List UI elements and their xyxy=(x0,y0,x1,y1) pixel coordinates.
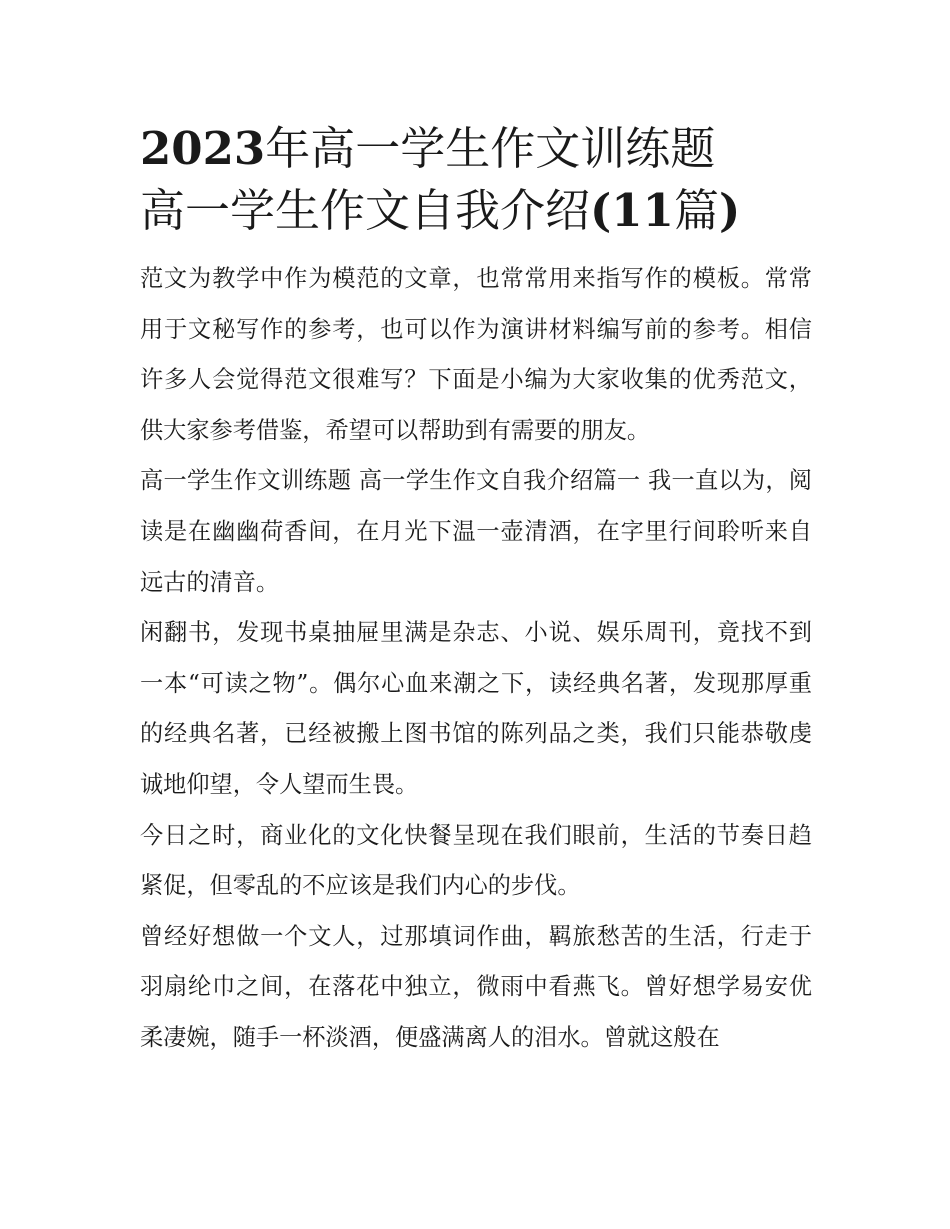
paragraph-intro: 范文为教学中作为模范的文章，也常常用来指写作的模板。常常用于文秘写作的参考，也可以作为演讲材料编写前的参考。相信许多人会觉得范文很难写？下面是小编为大家收集的优秀范文，供大家参考借鉴，希望可以帮助到有需要的朋友。 xyxy=(140,265,812,444)
title-line-1 xyxy=(140,118,812,180)
paragraph-1: 高一学生作文训练题 高一学生作文自我介绍篇一 我一直以为，阅读是在幽幽荷香间，在月光下温一壶清酒，在字里行间聆听来自远古的清音。 xyxy=(140,467,812,596)
paragraph-2: 闲翻书，发现书桌抽屉里满是杂志、小说、娱乐周刊，竟找不到一本“可读之物”。偶尔心血来潮之下，读经典名著，发现那厚重的经典名著，已经被搬上图书馆的陈列品之类，我们只能恭敬虔诚地仰望，令人望而生畏。 xyxy=(140,619,812,798)
document-title xyxy=(140,118,812,242)
paragraph-3: 今日之时，商业化的文化快餐呈现在我们眼前，生活的节奏日趋紧促，但零乱的不应该是我们内心的步伐。 xyxy=(140,821,812,900)
title-line-1-text: 年高一学生作文训练题 xyxy=(265,122,716,175)
title-line-2 xyxy=(140,180,812,242)
title-pian: 篇 xyxy=(673,184,719,237)
title-close-paren: ) xyxy=(718,184,741,237)
title-line-2-text: 高一学生作文自我介绍 xyxy=(140,184,591,237)
title-count: (11 xyxy=(590,184,674,237)
title-year: 2023 xyxy=(140,122,266,175)
document-page xyxy=(140,118,812,1064)
document-body xyxy=(140,254,812,1064)
paragraph-4: 曾经好想做一个文人，过那填词作曲，羁旅愁苦的生活，行走于羽扇纶巾之间，在落花中独立，微雨中看燕飞。曾好想学易安优柔凄婉，随手一杯淡酒，便盛满离人的泪水。曾就这般在 xyxy=(140,922,812,1051)
